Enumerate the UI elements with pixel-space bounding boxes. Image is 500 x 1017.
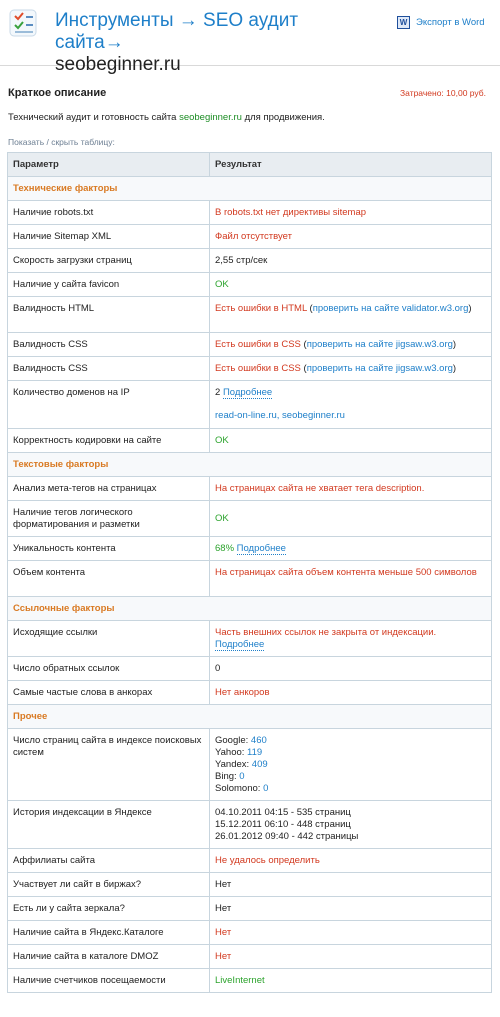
intro-before: Технический аудит и готовность сайта: [8, 112, 180, 123]
param-cell: Корректность кодировки на сайте: [8, 429, 210, 453]
param-cell: Объем контента: [8, 561, 210, 597]
table-row: [8, 429, 492, 453]
param-cell: История индексации в Яндексе: [8, 801, 210, 849]
index-bing: Bing: 0: [215, 771, 245, 782]
section-title: Прочее: [8, 705, 492, 729]
table-row: [8, 201, 492, 225]
table-row: [8, 249, 492, 273]
column-header-parameter: Параметр: [8, 153, 210, 177]
export-word-label: Экспорт в Word: [416, 16, 485, 28]
result-cell: Нет: [210, 897, 492, 921]
domains-list: read-on-line.ru, seobeginner.ru: [215, 410, 345, 421]
table-row: [8, 357, 492, 381]
table-row: [8, 501, 492, 537]
index-value-link[interactable]: 460: [250, 735, 267, 746]
param-cell: Аффилиаты сайта: [8, 849, 210, 873]
result-cell: Не удалось определить: [210, 849, 492, 873]
param-cell: Наличие Sitemap XML: [8, 225, 210, 249]
css-result: Есть ошибки в CSS: [215, 363, 301, 374]
result-cell: Нет: [210, 873, 492, 897]
result-cell: 2,55 стр/сек: [210, 249, 492, 273]
param-cell: Количество доменов на IP: [8, 381, 210, 429]
param-cell: Валидность CSS: [8, 333, 210, 357]
outgoing-more-link[interactable]: Подробнее: [215, 639, 265, 650]
result-cell: Нет: [210, 921, 492, 945]
table-row: [8, 477, 492, 501]
param-cell: Наличие robots.txt: [8, 201, 210, 225]
result-cell: [210, 381, 492, 429]
result-cell: [210, 621, 492, 657]
word-icon: W: [397, 16, 410, 29]
validator-link[interactable]: проверить на сайте validator.w3.org: [312, 303, 469, 314]
breadcrumb-tools[interactable]: Инструменты →: [55, 10, 204, 31]
param-cell: Самые частые слова в анкорах: [8, 681, 210, 705]
cost-label: Затрачено: 10,00 руб.: [400, 88, 486, 98]
export-word-button[interactable]: [397, 15, 485, 29]
intro-site-link[interactable]: seobeginner.ru: [179, 112, 242, 123]
table-row: [8, 801, 492, 849]
intro-text: [8, 112, 325, 123]
table-row: [8, 381, 492, 429]
param-cell: Наличие сайта в каталоге DMOZ: [8, 945, 210, 969]
history-entry: 15.12.2011 06:10 - 448 страниц: [215, 819, 351, 830]
table-row: [8, 537, 492, 561]
param-cell: Валидность CSS: [8, 357, 210, 381]
index-value-link[interactable]: 0: [239, 771, 245, 782]
result-cell: Есть ошибки в CSS (проверить на сайте jigsaw.w3.org): [210, 357, 492, 381]
index-google: Google: 460: [215, 735, 267, 746]
result-cell: [210, 537, 492, 561]
intro-after: для продвижения.: [241, 112, 325, 123]
table-row: [8, 297, 492, 333]
index-value-link[interactable]: 409: [251, 759, 268, 770]
table-row: [8, 945, 492, 969]
result-cell: OK: [210, 429, 492, 453]
result-cell: [210, 801, 492, 849]
toggle-table-link[interactable]: Показать / скрыть таблицу:: [8, 137, 115, 147]
domain-count: 2: [215, 387, 221, 398]
domains-more-link[interactable]: Подробнее: [222, 387, 273, 398]
table-row: [8, 621, 492, 657]
param-cell: Исходящие ссылки: [8, 621, 210, 657]
history-entry: 04.10.2011 04:15 - 535 страниц: [215, 807, 351, 818]
section-title: Ссылочные факторы: [8, 597, 492, 621]
param-cell: Участвует ли сайт в биржах?: [8, 873, 210, 897]
breadcrumb-current: SEO аудит сайта: [55, 10, 299, 53]
index-value-link[interactable]: 119: [247, 747, 263, 758]
param-cell: Наличие тегов логического форматирования и разметки: [8, 501, 210, 537]
section-title: Текстовые факторы: [8, 453, 492, 477]
param-cell: Наличие счетчиков посещаемости: [8, 969, 210, 993]
css-result: Есть ошибки в CSS: [215, 339, 301, 350]
page-title: [55, 10, 365, 76]
param-cell: Наличие у сайта favicon: [8, 273, 210, 297]
param-cell: Наличие сайта в Яндекс.Каталоге: [8, 921, 210, 945]
index-value-link[interactable]: 0: [263, 783, 269, 794]
outgoing-result: Часть внешних ссылок не закрыта от индексации.: [215, 627, 437, 638]
result-cell: OK: [210, 501, 492, 537]
breadcrumb-arrow: →: [104, 32, 124, 53]
jigsaw-link[interactable]: проверить на сайте jigsaw.w3.org: [306, 339, 453, 350]
param-cell: Скорость загрузки страниц: [8, 249, 210, 273]
site-name: seobeginner.ru: [55, 54, 181, 75]
result-cell: Есть ошибки в HTML (проверить на сайте validator.w3.org): [210, 297, 492, 333]
index-yandex: Yandex: 409: [215, 759, 268, 770]
result-cell: 0: [210, 657, 492, 681]
param-cell: Число страниц сайта в индексе поисковых систем: [8, 729, 210, 801]
uniqueness-more-link[interactable]: Подробнее: [236, 543, 286, 554]
html-result: Есть ошибки в HTML: [215, 303, 307, 314]
jigsaw-link[interactable]: проверить на сайте jigsaw.w3.org: [306, 363, 453, 374]
param-cell: Валидность HTML: [8, 297, 210, 333]
result-cell: На страницах сайта объем контента меньше 500 символов: [210, 561, 492, 597]
tools-logo-icon: [8, 8, 38, 38]
result-cell: [210, 729, 492, 801]
summary-heading: Краткое описание: [8, 87, 107, 99]
param-cell: Анализ мета-тегов на страницах: [8, 477, 210, 501]
table-row: [8, 897, 492, 921]
result-cell: LiveInternet: [210, 969, 492, 993]
param-cell: Уникальность контента: [8, 537, 210, 561]
history-entry: 26.01.2012 09:40 - 442 страницы: [215, 831, 359, 842]
index-solomono: Solomono: 0: [215, 783, 269, 794]
section-text: [8, 453, 492, 477]
table-header-row: [8, 153, 492, 177]
result-cell: Файл отсутствует: [210, 225, 492, 249]
page-header: [0, 0, 500, 75]
table-row: [8, 333, 492, 357]
table-row: [8, 225, 492, 249]
table-row: [8, 849, 492, 873]
section-technical: [8, 177, 492, 201]
result-cell: В robots.txt нет директивы sitemap: [210, 201, 492, 225]
param-cell: Есть ли у сайта зеркала?: [8, 897, 210, 921]
table-row: [8, 729, 492, 801]
table-row: [8, 681, 492, 705]
section-links: [8, 597, 492, 621]
audit-table: [7, 152, 492, 993]
table-row: [8, 921, 492, 945]
table-row: [8, 657, 492, 681]
index-yahoo: Yahoo: 119: [215, 747, 263, 758]
table-row: [8, 873, 492, 897]
result-cell: Нет анкоров: [210, 681, 492, 705]
table-row: [8, 273, 492, 297]
param-cell: Число обратных ссылок: [8, 657, 210, 681]
result-cell: Нет: [210, 945, 492, 969]
result-cell: OK: [210, 273, 492, 297]
table-row: [8, 561, 492, 597]
section-other: [8, 705, 492, 729]
table-row: [8, 969, 492, 993]
section-title: Технические факторы: [8, 177, 492, 201]
column-header-result: Результат: [210, 153, 492, 177]
result-cell: Есть ошибки в CSS (проверить на сайте jigsaw.w3.org): [210, 333, 492, 357]
result-cell: На страницах сайта не хватает тега description.: [210, 477, 492, 501]
uniqueness-percent: 68%: [215, 543, 235, 554]
